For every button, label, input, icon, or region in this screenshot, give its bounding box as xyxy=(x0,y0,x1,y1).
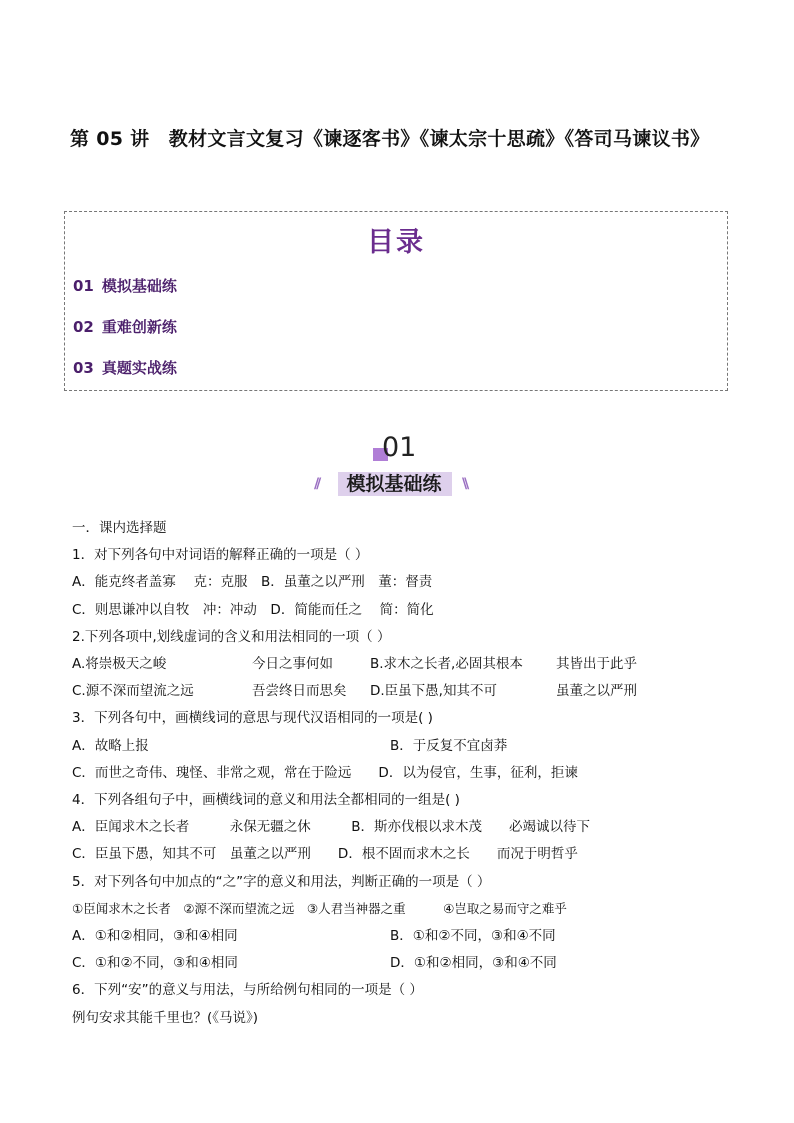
toc-heading: 目录 xyxy=(367,227,425,258)
text-segment: A．故略上报 xyxy=(72,738,149,754)
text-segment: D．①和②相同，③和④不同 xyxy=(390,955,557,971)
text-segment: B．①和②不同，③和④不同 xyxy=(390,928,556,944)
text-segment: A.将崇极天之峻 xyxy=(72,656,167,672)
text-segment: 今日之事何如 xyxy=(252,656,333,672)
text-segment: C．①和②不同，③和④相同 xyxy=(72,955,238,971)
toc-item-02[interactable] xyxy=(73,316,177,337)
text-segment: B.求木之长者,必固其根本 xyxy=(370,656,523,672)
toc-item-label: 真题实战练 xyxy=(101,359,177,377)
text-segment: C．臣虽下愚，知其不可 虽董之以严刑 D．根不固而求木之长 而况于明哲乎 xyxy=(72,846,578,862)
text-segment: 6．下列“安”的意义与用法，与所给例句相同的一项是（ ） xyxy=(72,982,423,998)
text-segment: 1．对下列各句中对词语的解释正确的一项是（ ） xyxy=(72,547,369,563)
toc-item-03[interactable] xyxy=(73,357,177,378)
text-segment: C．而世之奇伟、瑰怪、非常之观，常在于险远 D．以为侵官，生事，征利，拒谏 xyxy=(72,765,578,781)
text-segment: A．①和②相同，③和④相同 xyxy=(72,928,238,944)
toc-item-number: 02 xyxy=(73,318,94,336)
text-segment: 虽董之以严刑 xyxy=(556,683,637,699)
text-segment: C.源不深而望流之远 xyxy=(72,683,194,699)
text-segment: C．则思谦冲以自牧 冲：冲动 D．简能而任之 简：简化 xyxy=(72,602,434,618)
section-number: 01 xyxy=(382,432,417,463)
toc-item-01[interactable] xyxy=(73,275,177,296)
text-segment: 例句安求其能千里也？(《马说》) xyxy=(72,1010,259,1026)
section-slash-right: \\ xyxy=(462,476,467,492)
text-segment: 其皆出于此乎 xyxy=(556,656,637,672)
toc-item-label: 重难创新练 xyxy=(101,318,177,336)
text-segment: 3．下列各句中，画横线词的意思与现代汉语相同的一项是( ) xyxy=(72,710,433,726)
text-segment: ①臣闻求木之长者 ②源不深而望流之远 ③人君当神器之重 ④岂取之易而守之难乎 xyxy=(72,901,567,916)
text-segment: 4．下列各组句子中，画横线词的意义和用法全都相同的一组是( ) xyxy=(72,792,460,808)
section-slash-left: // xyxy=(314,476,319,492)
text-segment: B．于反复不宜卤莽 xyxy=(390,738,508,754)
section-title: 模拟基础练 xyxy=(346,473,442,495)
text-segment: 吾尝终日而思矣 xyxy=(252,683,347,699)
text-segment: D.臣虽下愚,知其不可 xyxy=(370,683,497,699)
text-segment: 一．课内选择题 xyxy=(72,520,167,536)
document-title: 第 05 讲 教材文言文复习《谏逐客书》《谏太宗十思疏》《答司马谏议书》 xyxy=(70,128,710,150)
text-segment: A．能克终者盖寡 克：克服 B．虽董之以严刑 董：督责 xyxy=(72,574,433,590)
text-segment: A．臣闻求木之长者 永保无疆之休 B．斯亦伐根以求木茂 必竭诚以待下 xyxy=(72,819,590,835)
toc-item-number: 03 xyxy=(73,359,94,377)
text-segment: 2.下列各项中,划线虚词的含义和用法相同的一项（ ） xyxy=(72,629,391,645)
toc-item-label: 模拟基础练 xyxy=(101,277,177,295)
section-number-block xyxy=(372,432,432,466)
section-title-block xyxy=(310,468,478,500)
table-of-contents xyxy=(64,211,728,391)
toc-item-number: 01 xyxy=(73,277,94,295)
text-segment: 5．对下列各句中加点的“之”字的意义和用法，判断正确的一项是（ ） xyxy=(72,874,491,890)
